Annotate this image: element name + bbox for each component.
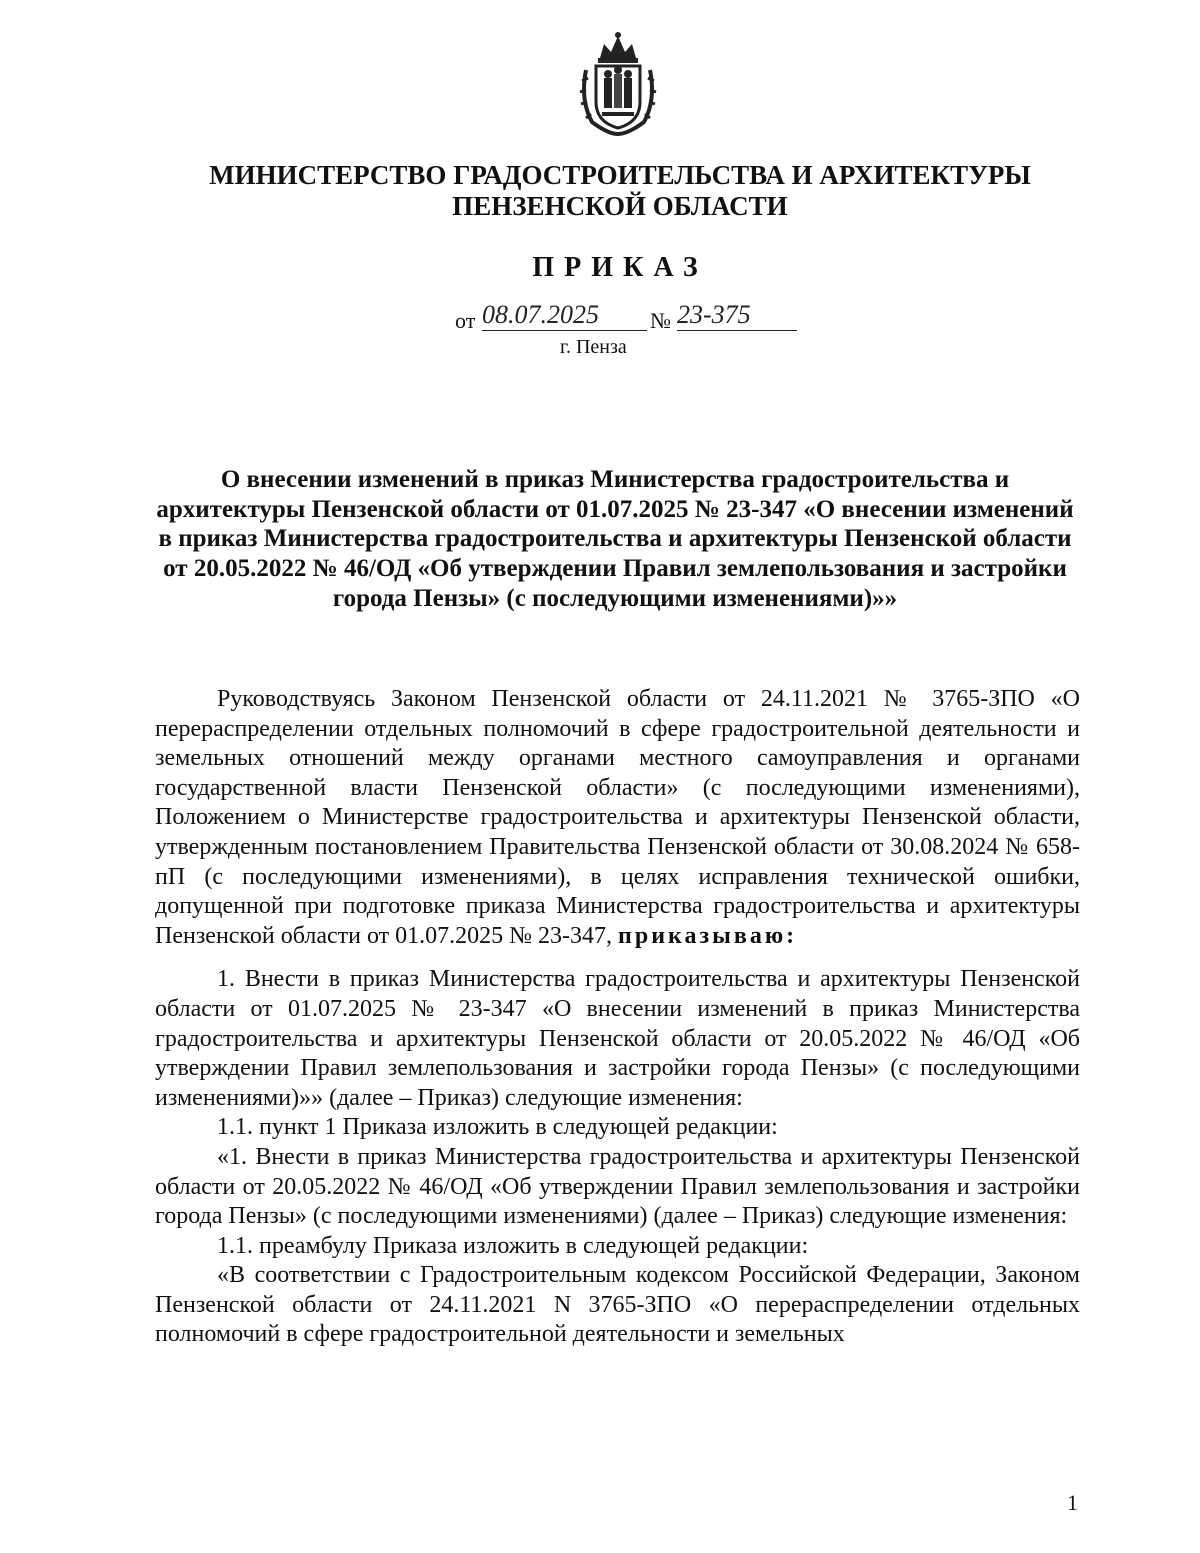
- city: г. Пенза: [560, 336, 627, 358]
- order-subject: О внесении изменений в приказ Министерства градостроительства и архитектуры Пензенской области от 01.07.2025 № 23-347 «О внесении изменений в приказ Министерства градостроительства и архитектуры Пензенской области от 20.05.2022 № 46/ОД «Об утверждении Правил землепользования и застройки города Пензы» (с последующими изменениями)»»: [156, 466, 1074, 612]
- date-number-line: [455, 300, 835, 334]
- date-prefix: от: [455, 308, 476, 333]
- quoted-preamble: «В соответствии с Градостроительным кодексом Российской Федерации, Законом Пензенской области от 24.11.2021 N 3765-ЗПО «О перераспределении отдельных полномочий в сфере градостроительной деятельности и земельных: [155, 1262, 1080, 1348]
- paragraph-1-1: 1.1. пункт 1 Приказа изложить в следующей редакции:: [217, 1114, 778, 1141]
- penza-coat-of-arms-icon: [578, 30, 658, 136]
- number-prefix: №: [650, 308, 671, 333]
- handwritten-number: 23-375: [677, 300, 797, 331]
- document-type: ПРИКАЗ: [532, 252, 708, 283]
- page-number: 1: [1067, 1490, 1078, 1515]
- quoted-paragraph-1-1: 1.1. преамбулу Приказа изложить в следующей редакции:: [217, 1232, 809, 1259]
- handwritten-date: 08.07.2025: [482, 300, 647, 331]
- paragraph-1: 1. Внести в приказ Министерства градостроительства и архитектуры Пензенской области от 01.07.2025 № 23-347 «О внесении изменений в приказ Министерства градостроительства и архитектуры Пензенской области от 20.05.2022 № 46/ОД «Об утверждении Правил землепользования и застройки города Пензы» (с последующими изменениями)»» (далее – Приказ) следующие изменения:: [155, 966, 1080, 1111]
- ministry-name-line2: ПЕНЗЕНСКОЙ ОБЛАСТИ: [452, 191, 788, 221]
- ministry-name: [150, 160, 1090, 222]
- quoted-paragraph-1: «1. Внести в приказ Министерства градостроительства и архитектуры Пензенской области от 20.05.2022 № 46/ОД «Об утверждении Правил землепользования и застройки города Пензы» (с последующими изменениями) (далее – Приказ) следующие изменения:: [155, 1143, 1080, 1230]
- preamble-text: Руководствуясь Законом Пензенской области от 24.11.2021 № 3765-ЗПО «О перераспределении отдельных полномочий в сфере градостроительной деятельности и земельных отношений между органами местного самоуправления и органами государственной власти Пензенской области» (с последующими изменениями), Положением о Министерстве градостроительства и архитектуры Пензенской области, утвержденным постановлением Правительства Пензенской области от 30.08.2024 № 658-пП (с последующими изменениями), в целях исправления технической ошибки, допущенной при подготовке приказа Министерства градостроительства и архитектуры Пензенской области от 01.07.2025 № 23-347,: [155, 686, 1080, 949]
- order-body: [155, 685, 1080, 1350]
- order-keyword: приказываю:: [618, 922, 798, 949]
- ministry-name-line1: МИНИСТЕРСТВО ГРАДОСТРОИТЕЛЬСТВА И АРХИТЕКТУРЫ: [209, 160, 1031, 190]
- preamble-paragraph: [155, 685, 1080, 951]
